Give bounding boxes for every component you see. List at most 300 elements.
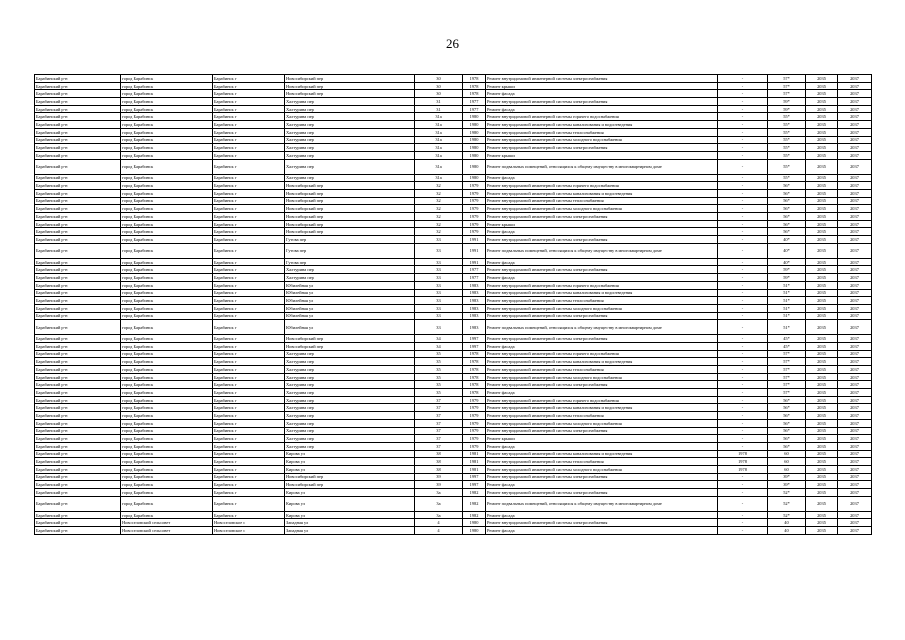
last-repair-year-cell: - [718,228,768,236]
work-type-cell: Ремонт фасада [486,389,718,397]
start-year-cell: 2035 [806,381,838,389]
street-cell: Халтурина пер [285,396,415,404]
wear-cell: 57* [768,389,806,397]
settlement-cell: Барабинск г [213,151,285,159]
district-cell: Барабинский р-н [35,450,121,458]
street-cell: Халтурина пер [285,151,415,159]
street-cell: Халтурина пер [285,373,415,381]
table-row [35,320,872,335]
house-number-cell: 33 [415,304,463,312]
district-cell: Барабинский р-н [35,289,121,297]
table-row [35,220,872,228]
last-repair-year-cell: 1978 [718,458,768,466]
end-year-cell: 2037 [838,82,872,90]
settlement-cell: Барабинск г [213,128,285,136]
house-number-cell: 35 [415,381,463,389]
settlement-cell: Барабинск г [213,258,285,266]
settlement-cell: Барабинск г [213,98,285,106]
work-type-cell: Ремонт внутридомовой инженерной системы электроснабжения [486,98,718,106]
district-cell: Барабинский р-н [35,320,121,335]
start-year-cell: 2035 [806,465,838,473]
district-cell: Барабинский р-н [35,159,121,174]
wear-cell: 39* [768,481,806,489]
work-type-cell: Ремонт внутридомовой инженерной системы электроснабжения [486,519,718,527]
municipality-cell: город Барабинск [121,496,213,511]
build-year-cell: 1991 [463,243,486,258]
wear-cell: 52* [768,511,806,519]
last-repair-year-cell: - [718,527,768,535]
district-cell: Барабинский р-н [35,228,121,236]
build-year-cell: 1991 [463,236,486,244]
table-row [35,136,872,144]
wear-cell: 55* [768,113,806,121]
district-cell: Барабинский р-н [35,136,121,144]
start-year-cell: 2035 [806,419,838,427]
street-cell: Халтурина пер [285,174,415,182]
work-type-cell: Ремонт фасада [486,481,718,489]
district-cell: Барабинский р-н [35,82,121,90]
house-number-cell: 34 [415,335,463,343]
build-year-cell: 1997 [463,342,486,350]
house-number-cell: 32 [415,189,463,197]
wear-cell: 56* [768,220,806,228]
build-year-cell: 1980 [463,159,486,174]
last-repair-year-cell: - [718,358,768,366]
municipality-cell: город Барабинск [121,312,213,320]
work-type-cell: Ремонт внутридомовой инженерной системы электроснабжения [486,312,718,320]
start-year-cell: 2035 [806,342,838,350]
street-cell: Гутова пер [285,236,415,244]
wear-cell: 51* [768,297,806,305]
wear-cell: 55* [768,174,806,182]
last-repair-year-cell: 1978 [718,450,768,458]
start-year-cell: 2035 [806,228,838,236]
end-year-cell: 2037 [838,419,872,427]
district-cell: Барабинский р-н [35,197,121,205]
end-year-cell: 2037 [838,182,872,190]
end-year-cell: 2037 [838,205,872,213]
last-repair-year-cell: - [718,435,768,443]
end-year-cell: 2037 [838,366,872,374]
district-cell: Барабинский р-н [35,281,121,289]
end-year-cell: 2037 [838,105,872,113]
settlement-cell: Барабинск г [213,342,285,350]
settlement-cell: Барабинск г [213,174,285,182]
district-cell: Барабинский р-н [35,128,121,136]
municipality-cell: город Барабинск [121,419,213,427]
settlement-cell: Барабинск г [213,389,285,397]
municipality-cell: город Барабинск [121,82,213,90]
table-row [35,213,872,221]
last-repair-year-cell: - [718,197,768,205]
municipality-cell: город Барабинск [121,105,213,113]
last-repair-year-cell: - [718,396,768,404]
work-type-cell: Ремонт подвальных помещений, относящихся к общему имуществу в многоквартирном доме [486,243,718,258]
start-year-cell: 2035 [806,350,838,358]
street-cell: Халтурина пер [285,427,415,435]
municipality-cell: город Барабинск [121,205,213,213]
municipality-cell: город Барабинск [121,144,213,152]
end-year-cell: 2037 [838,136,872,144]
work-type-cell: Ремонт фасада [486,228,718,236]
street-cell: Юбилейная ул [285,304,415,312]
house-number-cell: 35 [415,366,463,374]
house-number-cell: 33 [415,236,463,244]
work-type-cell: Ремонт крыши [486,82,718,90]
end-year-cell: 2037 [838,496,872,511]
build-year-cell: 1980 [463,113,486,121]
house-number-cell: 31а [415,128,463,136]
table-row [35,144,872,152]
last-repair-year-cell: - [718,105,768,113]
municipality-cell: город Барабинск [121,274,213,282]
start-year-cell: 2035 [806,404,838,412]
build-year-cell: 1980 [463,121,486,129]
start-year-cell: 2035 [806,450,838,458]
settlement-cell: Барабинск г [213,289,285,297]
work-type-cell: Ремонт внутридомовой инженерной системы горячего водоснабжения [486,396,718,404]
municipality-cell: город Барабинск [121,373,213,381]
last-repair-year-cell: - [718,121,768,129]
wear-cell: 57* [768,82,806,90]
work-type-cell: Ремонт внутридомовой инженерной системы теплоснабжения [486,297,718,305]
build-year-cell: 1980 [463,144,486,152]
municipality-cell: город Барабинск [121,320,213,335]
table-row [35,243,872,258]
build-year-cell: 1980 [463,519,486,527]
wear-cell: 51* [768,304,806,312]
street-cell: Западная ул [285,527,415,535]
street-cell: Халтурина пер [285,105,415,113]
end-year-cell: 2037 [838,258,872,266]
settlement-cell: Барабинск г [213,419,285,427]
end-year-cell: 2037 [838,243,872,258]
district-cell: Барабинский р-н [35,442,121,450]
build-year-cell: 1982 [463,489,486,497]
house-number-cell: 30 [415,90,463,98]
wear-cell: 56* [768,404,806,412]
street-cell: Халтурина пер [285,366,415,374]
work-type-cell: Ремонт внутридомовой инженерной системы электроснабжения [486,489,718,497]
build-year-cell: 1979 [463,182,486,190]
end-year-cell: 2037 [838,320,872,335]
end-year-cell: 2037 [838,197,872,205]
house-number-cell: 37 [415,396,463,404]
house-number-cell: 37 [415,427,463,435]
work-type-cell: Ремонт внутридомовой инженерной системы теплоснабжения [486,458,718,466]
end-year-cell: 2037 [838,113,872,121]
start-year-cell: 2035 [806,213,838,221]
start-year-cell: 2035 [806,312,838,320]
house-number-cell: 30 [415,82,463,90]
street-cell: Юбилейная ул [285,320,415,335]
build-year-cell: 1978 [463,381,486,389]
house-number-cell: 31 [415,98,463,106]
table-row [35,98,872,106]
municipality-cell: город Барабинск [121,366,213,374]
start-year-cell: 2035 [806,320,838,335]
build-year-cell: 1978 [463,358,486,366]
work-type-cell: Ремонт внутридомовой инженерной системы холодного водоснабжения [486,373,718,381]
house-number-cell: 33 [415,312,463,320]
settlement-cell: Новоселовское с [213,527,285,535]
street-cell: Кирова ул [285,458,415,466]
end-year-cell: 2037 [838,304,872,312]
start-year-cell: 2035 [806,489,838,497]
start-year-cell: 2035 [806,82,838,90]
municipality-cell: город Барабинск [121,489,213,497]
start-year-cell: 2035 [806,121,838,129]
work-type-cell: Ремонт подвальных помещений, относящихся к общему имуществу в многоквартирном доме [486,496,718,511]
start-year-cell: 2035 [806,189,838,197]
last-repair-year-cell: - [718,297,768,305]
settlement-cell: Барабинск г [213,320,285,335]
start-year-cell: 2035 [806,258,838,266]
last-repair-year-cell: - [718,274,768,282]
table-row [35,465,872,473]
wear-cell: 59* [768,105,806,113]
settlement-cell: Барабинск г [213,197,285,205]
street-cell: Юбилейная ул [285,281,415,289]
municipality-cell: город Барабинск [121,396,213,404]
wear-cell: 56* [768,435,806,443]
table-row [35,128,872,136]
street-cell: Халтурина пер [285,113,415,121]
district-cell: Барабинский р-н [35,266,121,274]
house-number-cell: 33 [415,320,463,335]
last-repair-year-cell: - [718,427,768,435]
start-year-cell: 2035 [806,174,838,182]
table-row [35,189,872,197]
table-row [35,151,872,159]
municipality-cell: город Барабинск [121,389,213,397]
municipality-cell: город Барабинск [121,136,213,144]
wear-cell: 51* [768,289,806,297]
build-year-cell: 1981 [463,450,486,458]
settlement-cell: Барабинск г [213,213,285,221]
district-cell: Барабинский р-н [35,213,121,221]
last-repair-year-cell: - [718,312,768,320]
end-year-cell: 2037 [838,274,872,282]
wear-cell: 56* [768,182,806,190]
build-year-cell: 1980 [463,151,486,159]
house-number-cell: 32 [415,182,463,190]
end-year-cell: 2037 [838,189,872,197]
district-cell: Барабинский р-н [35,98,121,106]
work-type-cell: Ремонт фасада [486,174,718,182]
table-row [35,412,872,420]
build-year-cell: 1978 [463,90,486,98]
last-repair-year-cell: - [718,489,768,497]
table-row [35,228,872,236]
last-repair-year-cell: - [718,320,768,335]
district-cell: Барабинский р-н [35,205,121,213]
settlement-cell: Барабинск г [213,144,285,152]
district-cell: Барабинский р-н [35,274,121,282]
end-year-cell: 2037 [838,450,872,458]
last-repair-year-cell: - [718,113,768,121]
work-type-cell: Ремонт фасада [486,258,718,266]
municipality-cell: город Барабинск [121,465,213,473]
build-year-cell: 1983 [463,281,486,289]
build-year-cell: 1979 [463,205,486,213]
house-number-cell: 31а [415,159,463,174]
end-year-cell: 2037 [838,358,872,366]
build-year-cell: 1997 [463,473,486,481]
build-year-cell: 1997 [463,335,486,343]
end-year-cell: 2037 [838,458,872,466]
table-row [35,481,872,489]
settlement-cell: Барабинск г [213,105,285,113]
table-row [35,473,872,481]
wear-cell: 56* [768,228,806,236]
work-type-cell: Ремонт внутридомовой инженерной системы горячего водоснабжения [486,281,718,289]
start-year-cell: 2035 [806,205,838,213]
build-year-cell: 1978 [463,82,486,90]
municipality-cell: город Барабинск [121,98,213,106]
work-type-cell: Ремонт внутридомовой инженерной системы электроснабжения [486,381,718,389]
municipality-cell: город Барабинск [121,304,213,312]
table-row [35,366,872,374]
table-row [35,335,872,343]
wear-cell: 52* [768,496,806,511]
house-number-cell: 37 [415,404,463,412]
build-year-cell: 1979 [463,197,486,205]
house-number-cell: 39 [415,481,463,489]
work-type-cell: Ремонт крыши [486,435,718,443]
work-type-cell: Ремонт внутридомовой инженерной системы канализования и водоотведения [486,189,718,197]
district-cell: Барабинский р-н [35,182,121,190]
wear-cell: 40* [768,236,806,244]
wear-cell: 52* [768,489,806,497]
table-row [35,442,872,450]
street-cell: Кирова ул [285,489,415,497]
house-number-cell: 30 [415,75,463,83]
start-year-cell: 2035 [806,458,838,466]
build-year-cell: 1979 [463,213,486,221]
district-cell: Барабинский р-н [35,458,121,466]
table-row [35,358,872,366]
municipality-cell: город Барабинск [121,404,213,412]
street-cell: Юбилейная ул [285,297,415,305]
table-row [35,381,872,389]
wear-cell: 51* [768,320,806,335]
last-repair-year-cell: - [718,373,768,381]
street-cell: Новосибирский пер [285,213,415,221]
wear-cell: 55* [768,128,806,136]
start-year-cell: 2035 [806,511,838,519]
end-year-cell: 2037 [838,289,872,297]
last-repair-year-cell: - [718,335,768,343]
work-type-cell: Ремонт внутридомовой инженерной системы холодного водоснабжения [486,205,718,213]
settlement-cell: Барабинск г [213,358,285,366]
street-cell: Новосибирский пер [285,342,415,350]
last-repair-year-cell: - [718,75,768,83]
work-type-cell: Ремонт внутридомовой инженерной системы электроснабжения [486,213,718,221]
municipality-cell: город Барабинск [121,75,213,83]
street-cell: Халтурина пер [285,358,415,366]
last-repair-year-cell: - [718,304,768,312]
start-year-cell: 2035 [806,266,838,274]
build-year-cell: 1979 [463,442,486,450]
work-type-cell: Ремонт подвальных помещений, относящихся к общему имуществу в многоквартирном доме [486,159,718,174]
street-cell: Халтурина пер [285,274,415,282]
district-cell: Барабинский р-н [35,519,121,527]
street-cell: Халтурина пер [285,412,415,420]
table-row [35,289,872,297]
last-repair-year-cell: - [718,151,768,159]
end-year-cell: 2037 [838,159,872,174]
start-year-cell: 2035 [806,358,838,366]
last-repair-year-cell: - [718,366,768,374]
last-repair-year-cell: - [718,289,768,297]
district-cell: Барабинский р-н [35,489,121,497]
build-year-cell: 1980 [463,128,486,136]
house-number-cell: 35 [415,358,463,366]
build-year-cell: 1977 [463,105,486,113]
table-row [35,350,872,358]
street-cell: Новосибирский пер [285,335,415,343]
settlement-cell: Новоселовское с [213,519,285,527]
start-year-cell: 2035 [806,389,838,397]
wear-cell: 56* [768,427,806,435]
house-number-cell: 33 [415,297,463,305]
house-number-cell: 32 [415,197,463,205]
wear-cell: 57* [768,350,806,358]
start-year-cell: 2035 [806,98,838,106]
wear-cell: 56* [768,419,806,427]
house-number-cell: 34 [415,342,463,350]
wear-cell: 40 [768,519,806,527]
house-number-cell: 31а [415,113,463,121]
street-cell: Новосибирский пер [285,228,415,236]
end-year-cell: 2037 [838,220,872,228]
house-number-cell: 31 [415,105,463,113]
municipality-cell: город Барабинск [121,458,213,466]
last-repair-year-cell: - [718,481,768,489]
start-year-cell: 2035 [806,496,838,511]
work-type-cell: Ремонт внутридомовой инженерной системы электроснабжения [486,236,718,244]
end-year-cell: 2037 [838,435,872,443]
work-type-cell: Ремонт внутридомовой инженерной системы канализования и водоотведения [486,121,718,129]
street-cell: Новосибирский пер [285,90,415,98]
house-number-cell: 33 [415,274,463,282]
end-year-cell: 2037 [838,312,872,320]
municipality-cell: город Барабинск [121,358,213,366]
district-cell: Барабинский р-н [35,396,121,404]
start-year-cell: 2035 [806,151,838,159]
work-type-cell: Ремонт внутридомовой инженерной системы холодного водоснабжения [486,419,718,427]
work-type-cell: Ремонт внутридомовой инженерной системы горячего водоснабжения [486,113,718,121]
start-year-cell: 2035 [806,289,838,297]
district-cell: Барабинский р-н [35,435,121,443]
table-row [35,312,872,320]
municipality-cell: город Барабинск [121,159,213,174]
work-type-cell: Ремонт внутридомовой инженерной системы горячего водоснабжения [486,350,718,358]
work-type-cell: Ремонт внутридомовой инженерной системы канализования и водоотведения [486,358,718,366]
district-cell: Барабинский р-н [35,151,121,159]
house-number-cell: 33 [415,243,463,258]
municipality-cell: город Барабинск [121,243,213,258]
wear-cell: 59* [768,98,806,106]
settlement-cell: Барабинск г [213,442,285,450]
district-cell: Барабинский р-н [35,236,121,244]
last-repair-year-cell: - [718,266,768,274]
municipality-cell: город Барабинск [121,228,213,236]
settlement-cell: Барабинск г [213,481,285,489]
table-row [35,258,872,266]
street-cell: Гутова пер [285,243,415,258]
